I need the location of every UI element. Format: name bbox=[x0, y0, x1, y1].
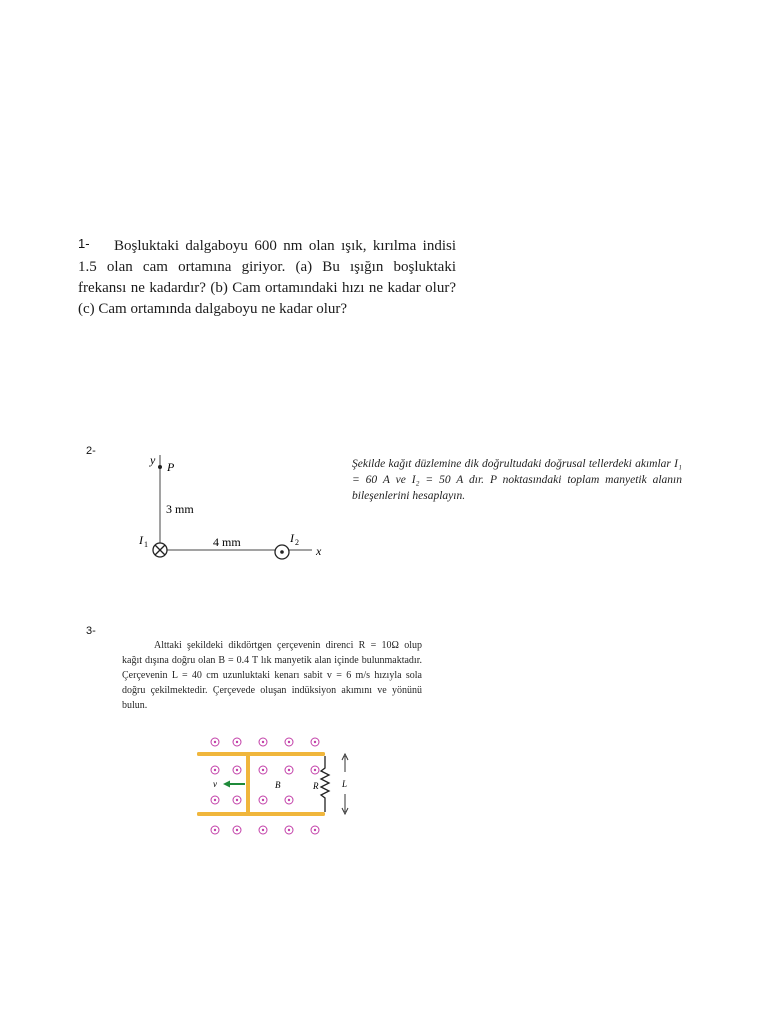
question-3-number: 3- bbox=[86, 625, 96, 637]
x-axis-label: x bbox=[316, 544, 322, 558]
wire-1-subscript: 1 bbox=[144, 540, 148, 549]
question-1-text: Boşluktaki dalgaboyu 600 nm olan ışık, kırılma indisi 1.5 olan cam ortamına giriyor. (a) Bu ışığın boşluktaki frekansı ne kadardır? (b) Cam ortamındaki hızı ne kadar olur? (c) Cam ortamında dalgaboyu ne kadar olur? bbox=[78, 238, 456, 317]
wire-2-subscript: 2 bbox=[295, 538, 299, 547]
velocity-arrow-icon bbox=[223, 781, 245, 788]
wire-1-label: I bbox=[139, 533, 143, 547]
length-label: L bbox=[342, 779, 348, 789]
resistor-label: R bbox=[313, 781, 319, 791]
moving-bar bbox=[246, 752, 250, 816]
question-2-figure bbox=[130, 445, 340, 570]
y-axis-label: y bbox=[150, 453, 156, 467]
question-2-text: Şekilde kağıt düzlemine dik doğrultudaki doğrusal tellerdeki akımlar I₁ = 60 A ve I₂ = 50 A dır. P noktasındaki toplam manyetik alanın bileşenlerini hesaplayın. bbox=[352, 458, 682, 502]
question-1-number: 1- bbox=[78, 236, 90, 251]
resistor-icon bbox=[321, 756, 329, 812]
wire-2-label: I bbox=[290, 531, 294, 545]
question-2-number: 2- bbox=[86, 445, 96, 457]
field-label: B bbox=[275, 780, 281, 790]
bottom-rail bbox=[197, 812, 325, 816]
vertical-distance-label: 3 mm bbox=[166, 502, 194, 516]
point-p-label: P bbox=[167, 460, 175, 474]
wire-2-out-of-page-icon bbox=[275, 545, 289, 559]
question-3-text: Alttaki şekildeki dikdörtgen çerçevenin direnci R = 10Ω olup kağıt dışına doğru olan B = 0.4 T lık manyetik alan içinde bulunmaktadır. Çerçevenin L = 40 cm uzunluktaki kenarı sabit v = 6 m/s hızıyla sola doğru çekilmektedir. Çerçevede oluşan indüksiyon akımını ve yönünü bulun. bbox=[122, 640, 422, 711]
horizontal-distance-label: 4 mm bbox=[213, 535, 241, 549]
question-3-figure bbox=[185, 732, 365, 842]
point-p-dot bbox=[158, 465, 162, 469]
wire-1-into-page-icon bbox=[153, 543, 167, 557]
velocity-label: v bbox=[213, 779, 217, 789]
top-rail bbox=[197, 752, 325, 756]
